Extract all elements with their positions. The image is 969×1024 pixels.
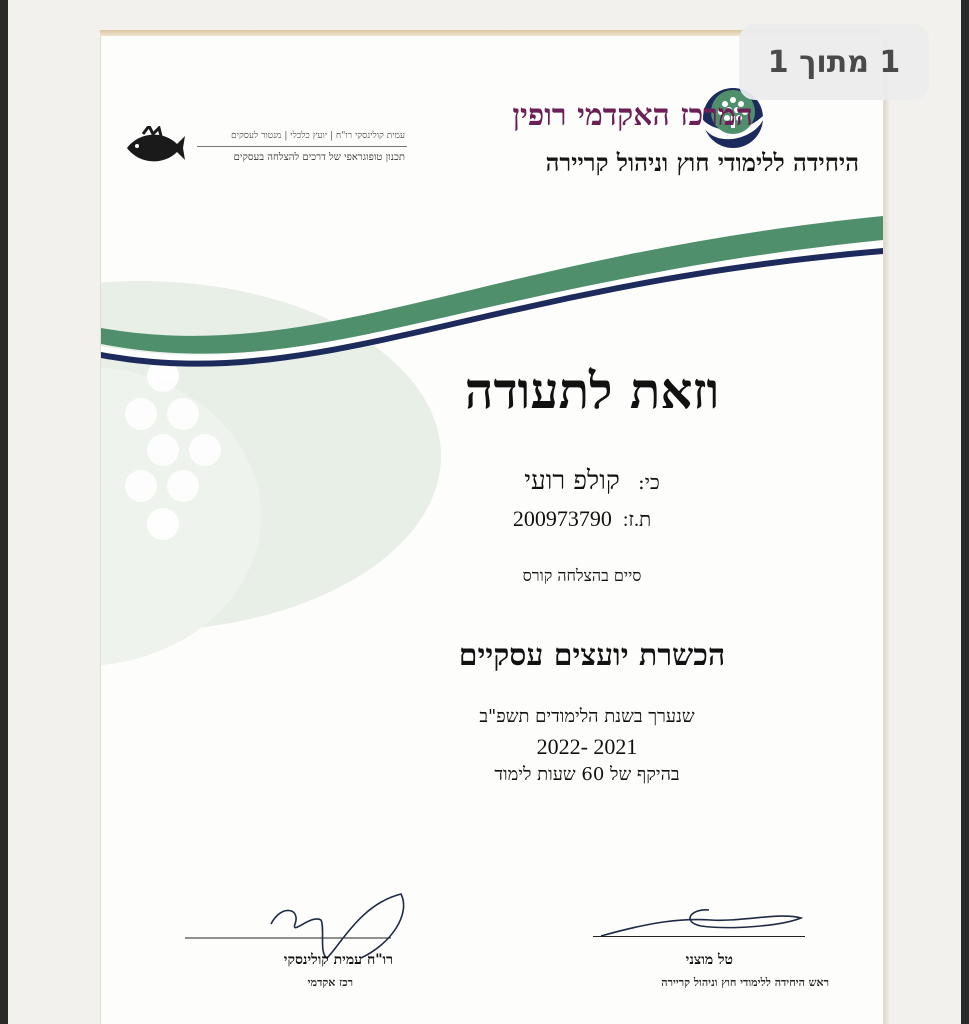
signatory-role-2: רכז אקדמי bbox=[307, 976, 353, 989]
partner-divider bbox=[197, 146, 407, 147]
organization-name: המרכז האקדמי רופין bbox=[512, 98, 753, 133]
id-line bbox=[191, 506, 884, 532]
partner-tagline: תכנון טופוגראפי של דרכים להצלחה בעסקים bbox=[233, 152, 405, 163]
course-hours: בהיקף של 60 שעות לימוד bbox=[494, 764, 680, 785]
signature-line-right bbox=[593, 936, 805, 937]
page-counter-badge: 1 מתוך 1 bbox=[739, 24, 929, 100]
certificate-title: וזאת לתעודה bbox=[464, 361, 720, 420]
course-name: הכשרת יועצים עסקיים bbox=[458, 638, 726, 673]
recipient-line bbox=[201, 466, 884, 496]
completed-text: סיים בהצלחה קורס bbox=[522, 566, 642, 585]
partner-credentials: עמית קולינסקי רו"ח | יועץ כלכלי | מנטור לעסקים bbox=[231, 131, 405, 141]
signatory-name-1: טל מוצני bbox=[685, 952, 733, 968]
signatory-role-1: ראש היחידה ללימודי חוץ וניהול קריירה bbox=[661, 976, 829, 989]
signatory-name-2: רו"ח עמית קולינסקי bbox=[283, 952, 393, 968]
id-label: ת.ז: bbox=[622, 509, 652, 531]
certificate-page bbox=[100, 36, 884, 1024]
id-number: 200973790 bbox=[512, 506, 612, 531]
document-viewer bbox=[8, 0, 961, 1024]
academic-years: 2021 -2022 bbox=[536, 734, 638, 759]
recipient-name: קולפ רועי bbox=[524, 466, 620, 496]
fish-logo-icon bbox=[123, 126, 187, 170]
academic-year-text: שנערך בשנת הלימודים תשפ"ב bbox=[479, 706, 695, 727]
recipient-prefix: כי: bbox=[638, 470, 660, 494]
organization-unit: היחידה ללימודי חוץ וניהול קריירה bbox=[545, 148, 859, 177]
